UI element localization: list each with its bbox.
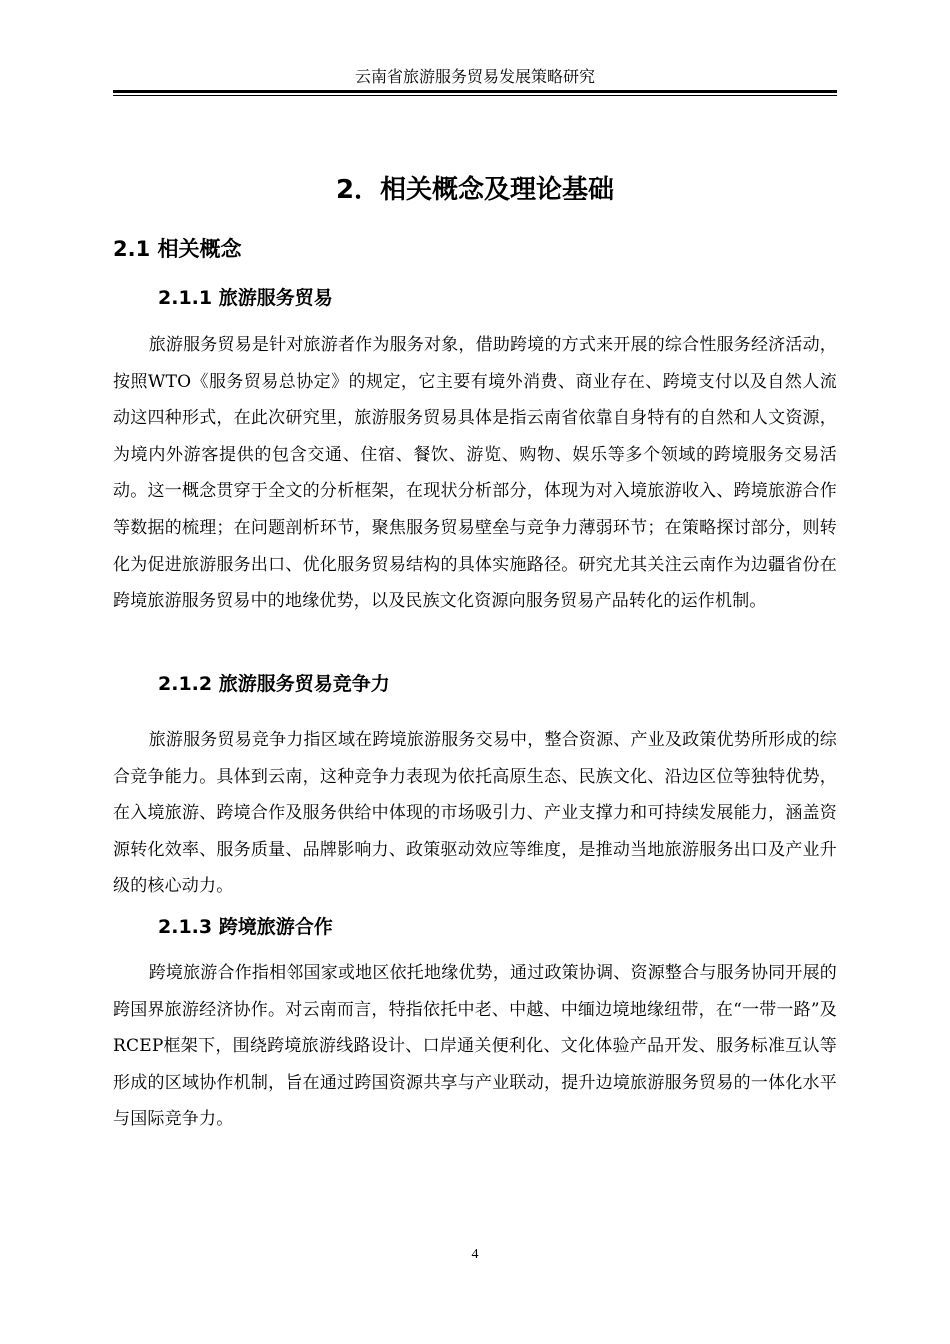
subsection-title-2-1-1: 2.1.1 旅游服务贸易: [158, 287, 333, 309]
subsection-title-2-1-2: 2.1.2 旅游服务贸易竞争力: [158, 673, 390, 695]
paragraph-2-1-2: 旅游服务贸易竞争力指区域在跨境旅游服务交易中，整合资源、产业及政策优势所形成的综合竞争能力。具体到云南，这种竞争力表现为依托高原生态、民族文化、沿边区位等独特优势，在入境旅游、跨境合作及服务供给中体现的市场吸引力、产业支撑力和可持续发展能力，涵盖资源转化效率、服务质量、品牌影响力、政策驱动效应等维度，是推动当地旅游服务出口及产业升级的核心动力。: [113, 730, 837, 897]
section-title: 2.1 相关概念: [113, 237, 242, 261]
page-number: 4: [471, 1247, 479, 1262]
paragraph-2-1-1: 旅游服务贸易是针对旅游者作为服务对象，借助跨境的方式来开展的综合性服务经济活动，按照WTO《服务贸易总协定》的规定，它主要有境外消费、商业存在、跨境支付以及自然人流动这四种形式，在此次研究里，旅游服务贸易具体是指云南省依靠自身特有的自然和人文资源，为境内外游客提供的包含交通、住宿、餐饮、游览、购物、娱乐等多个领域的跨境服务交易活动。这一概念贯穿于全文的分析框架，在现状分析部分，体现为对入境旅游收入、跨境旅游合作等数据的梳理；在问题剖析环节，聚焦服务贸易壁垒与竞争力薄弱环节；在策略探讨部分，则转化为促进旅游服务出口、优化服务贸易结构的具体实施路径。研究尤其关注云南作为边疆省份在跨境旅游服务贸易中的地缘优势，以及民族文化资源向服务贸易产品转化的运作机制。: [113, 335, 837, 612]
header-rule-thick: [113, 90, 837, 93]
running-header: 云南省旅游服务贸易发展策略研究: [354, 67, 595, 86]
subsection-title-2-1-3: 2.1.3 跨境旅游合作: [158, 916, 333, 938]
paragraph-2-1-3: 跨境旅游合作指相邻国家或地区依托地缘优势，通过政策协调、资源整合与服务协同开展的跨国界旅游经济协作。对云南而言，特指依托中老、中越、中缅边境地缘纽带，在“一带一路”及RCEP框架下，围绕跨境旅游线路设计、口岸通关便利化、文化体验产品开发、服务标准互认等形成的区域协作机制，旨在通过跨国资源共享与产业联动，提升边境旅游服务贸易的一体化水平与国际竞争力。: [113, 963, 837, 1130]
header-rule-thin: [113, 95, 837, 96]
chapter-title: 2．相关概念及理论基础: [335, 175, 615, 205]
